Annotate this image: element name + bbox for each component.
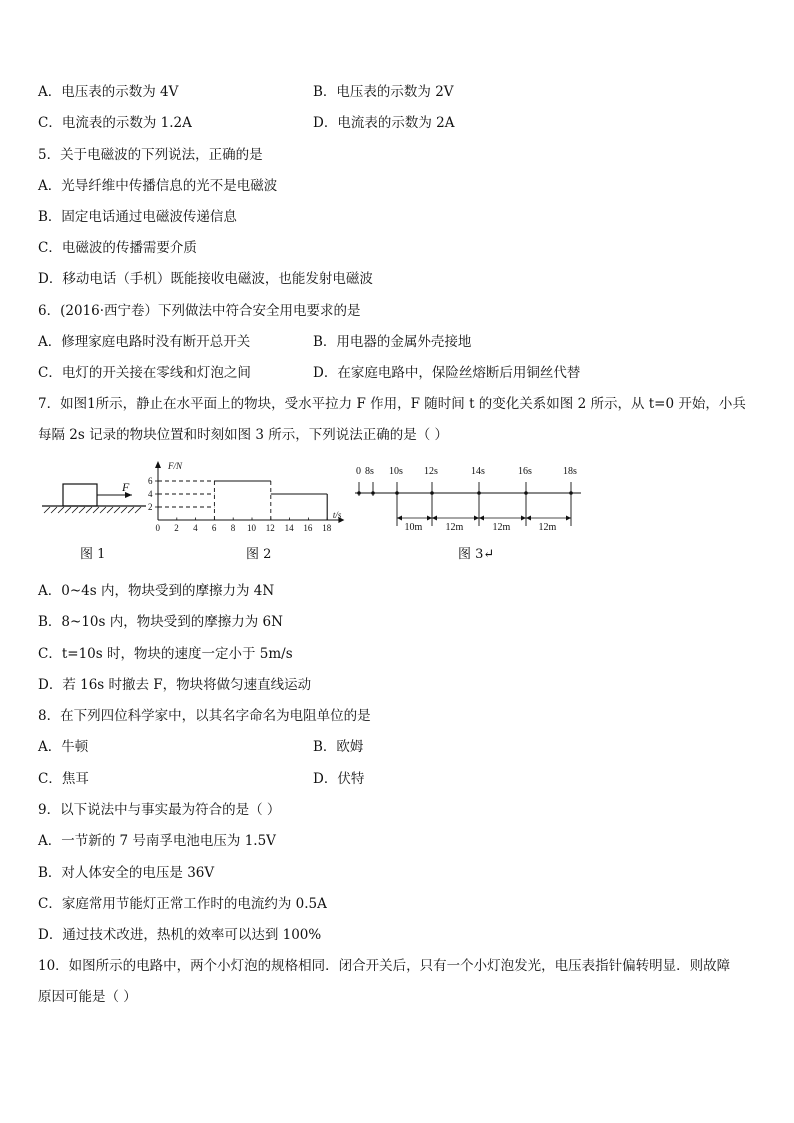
force-label: F [122,480,130,494]
q7-option-d: D．若 16s 时撤去 F，物块将做匀速直线运动 [38,677,312,693]
q5-stem: 5．关于电磁波的下列说法，正确的是 [38,147,263,163]
q5-option-a: A．光导纤维中传播信息的光不是电磁波 [38,178,278,194]
q8-option-c: C．焦耳 [38,771,89,787]
q9-option-c: C．家庭常用节能灯正常工作时的电流约为 0.5A [38,896,327,912]
fig3-time-label: 16s [518,466,532,477]
q5-option-c: C．电磁波的传播需要介质 [38,240,197,256]
q10-stem-line2: 原因可能是（ ） [38,989,137,1005]
q4-option-a: A．电压表的示数为 4V [38,84,179,100]
q5-option-d: D．移动电话（手机）既能接收电磁波，也能发射电磁波 [38,271,373,287]
fig2-y-arrow [155,461,161,468]
fig2-x-tick-label: 0 [155,523,160,533]
fig3-span-arrow-right [566,516,571,521]
fig3-dot [524,491,528,495]
fig3-time-label: 8s [365,466,374,477]
ground-hatch [44,507,141,513]
fig2-y-tick-label: 2 [148,502,153,512]
fig2-y-tick-label: 4 [148,489,153,499]
q7-option-c: C．t=10s 时，物块的速度一定小于 5m/s [38,646,293,662]
fig3-dot [569,491,573,495]
q9-option-d: D．通过技术改进，热机的效率可以达到 100% [38,927,322,943]
fig2-x-tick-label: 12 [265,523,275,533]
fig3-span-arrow-left [432,516,437,521]
q4-option-d: D．电流表的示数为 2A [313,115,455,131]
fig3-span-arrow-left [479,516,484,521]
q8-stem: 8．在下列四位科学家中，以其名字命名为电阻单位的是 [38,708,371,724]
fig3-distance-label: 12m [538,522,557,532]
fig2-y-label: F/N [168,461,183,471]
q5-option-b: B．固定电话通过电磁波传递信息 [38,209,237,225]
fig3-time-label: 18s [563,466,577,477]
q10-stem-line1: 10．如图所示的电路中，两个小灯泡的规格相同．闭合开关后，只有一个小灯泡发光，电压表指针偏转明显．则故障 [38,958,731,974]
fig3-dot [395,491,399,495]
fig2-x-tick-label: 10 [247,523,256,533]
q7-figure-1 [38,478,148,520]
fig3-dot [430,491,434,495]
fig2-x-tick-label: 18 [322,523,332,533]
q9-option-a: A．一节新的 7 号南孚电池电压为 1.5V [38,833,276,849]
q7-figure-2 [138,458,358,538]
fig3-time-label: 12s [424,466,438,477]
fig3-time-label: 0 [356,466,361,477]
q7-figure-3 [355,460,585,532]
q7-stem-line1: 7．如图1所示，静止在水平面上的物块，受水平拉力 F 作用，F 随时间 t 的变化关系如图 2 所示，从 t=0 开始，小兵 [38,396,746,412]
fig3-dot [357,491,361,495]
q6-option-a: A．修理家庭电路时没有断开总开关 [38,334,251,350]
q8-option-d: D．伏特 [313,771,365,787]
fig3-dot [477,491,481,495]
q4-option-b: B．电压表的示数为 2V [313,84,454,100]
q7-option-b: B．8~10s 内，物块受到的摩擦力为 6N [38,614,283,630]
fig3-span-arrow-left [397,516,402,521]
fig2-x-tick-label: 4 [193,523,198,533]
fig2-x-label: t/s [332,510,342,520]
fig3-time-label: 10s [389,466,403,477]
q8-option-a: A．牛顿 [38,739,89,755]
fig3-dot [371,491,375,495]
fig2-y-tick-label: 6 [148,476,153,486]
fig3-span-arrow-right [474,516,479,521]
q7-stem-line2: 每隔 2s 记录的物块位置和时刻如图 3 所示，下列说法正确的是（ ） [38,427,449,443]
fig3-span-arrow-right [427,516,432,521]
q4-option-c: C．电流表的示数为 1.2A [38,115,192,131]
q6-stem: 6．(2016·西宁卷）下列做法中符合安全用电要求的是 [38,303,361,319]
fig2-x-tick-label: 6 [211,523,217,533]
fig3-span-arrow-left [526,516,531,521]
fig2-x-tick-label: 8 [230,523,236,533]
fig3-distance-label: 10m [404,522,423,532]
fig2-x-tick-label: 2 [174,523,179,533]
fig3-distance-label: 12m [492,522,511,532]
q6-option-d: D．在家庭电路中，保险丝熔断后用铜丝代替 [313,365,581,381]
fig2-x-tick-label: 14 [284,523,294,533]
q7-figure-2-caption: 图 2 [246,547,272,562]
q9-stem: 9．以下说法中与事实最为符合的是（ ） [38,802,281,818]
fig3-distance-label: 12m [445,522,464,532]
q6-option-b: B．用电器的金属外壳接地 [313,334,472,350]
block-shape [63,484,97,506]
q6-option-c: C．电灯的开关接在零线和灯泡之间 [38,365,251,381]
fig3-span-arrow-right [521,516,526,521]
q7-option-a: A．0~4s 内，物块受到的摩擦力为 4N [38,583,275,599]
q7-figure-3-caption: 图 3↵ [458,547,495,562]
fig2-x-tick-label: 16 [303,523,313,533]
q9-option-b: B．对人体安全的电压是 36V [38,865,215,881]
fig3-time-label: 14s [471,466,485,477]
q7-figure-1-caption: 图 1 [80,547,106,562]
q8-option-b: B．欧姆 [313,739,364,755]
